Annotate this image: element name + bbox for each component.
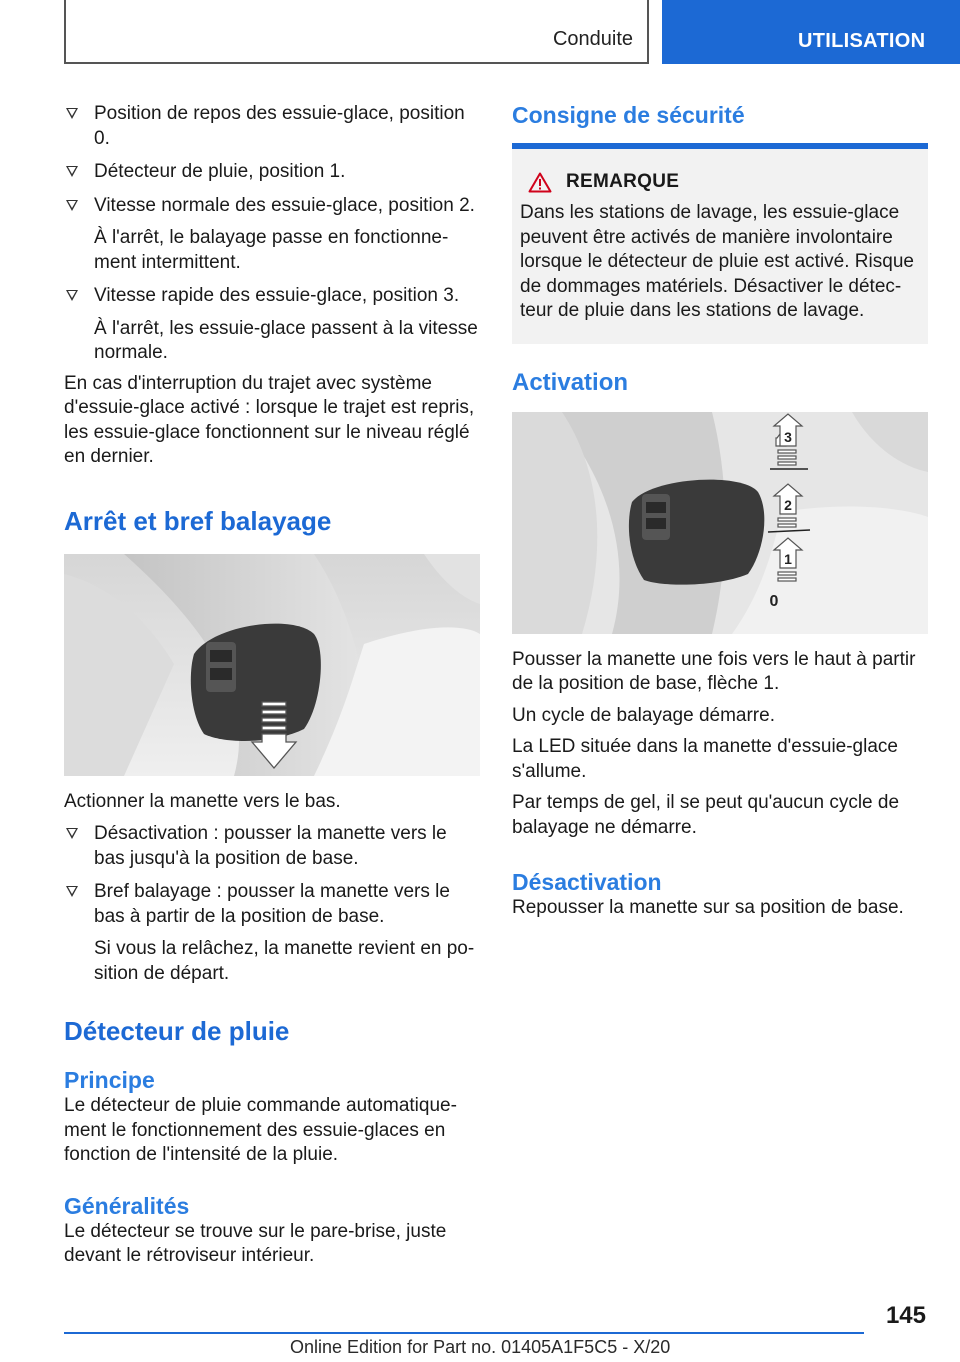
list-item: Vitesse rapide des essuie-glace, position 3. À l'arrêt, les essuie-glace passent à la vitesse normale. <box>64 284 480 366</box>
list-item: Désactivation : pousser la manette vers le bas jusqu'à la position de base. <box>64 822 480 871</box>
list-item: Vitesse normale des essuie-glace, position 2. À l'arrêt, le balayage passe en fonctionne-ment intermittent. <box>64 194 480 276</box>
list-item: Position de repos des essuie-glace, position 0. <box>64 102 480 151</box>
wiper-positions-list <box>64 102 480 366</box>
right-column <box>512 102 928 921</box>
page-number: 145 <box>885 1302 926 1329</box>
activation-paragraph-2: Un cycle de balayage démarre. <box>512 704 775 726</box>
arrow-label-1: 1 <box>784 550 792 567</box>
heading-principe: Principe <box>64 1067 155 1093</box>
activation-paragraph-4: Par temps de gel, il se peut qu'aucun cycle de balayage ne démarre. <box>512 792 900 838</box>
note-text: Dans les stations de lavage, les essuie-glace peuvent être activés de manière involontaire lorsque le détecteur de pluie est activé. Risque de dommages matériels. Désactiver le détec-teur de pluie dans les stations de lavage. <box>520 202 914 321</box>
actionner-paragraph: Actionner la manette vers le bas. <box>64 790 341 812</box>
heading-desactivation: Désactivation <box>512 869 662 895</box>
header-chapter-tab <box>662 0 960 64</box>
heading-arret-bref-balayage: Arrêt et bref balayage <box>64 505 332 536</box>
generalites-paragraph: Le détecteur se trouve sur le pare-brise, juste devant le rétroviseur intérieur. <box>64 1220 447 1266</box>
bullet-triangle-icon <box>66 290 78 301</box>
wiper-lever-down-illustration <box>64 554 480 776</box>
bullet-triangle-icon <box>66 886 78 897</box>
warning-triangle-icon <box>528 172 552 193</box>
desactivation-paragraph: Repousser la manette sur sa position de base. <box>512 897 904 918</box>
bullet-triangle-icon <box>66 200 78 211</box>
activation-paragraph-1: Pousser la manette une fois vers le haut à partir de la position de base, flèche 1. <box>512 648 916 694</box>
heading-consigne-de-securite: Consigne de sécurité <box>512 102 745 128</box>
wiper-lever-up-illustration <box>512 412 928 634</box>
list-item: Bref balayage : pousser la manette vers le bas à partir de la position de base. Si vous la relâchez, la manette revient en po-sition de départ. <box>64 880 480 986</box>
header-section-label: Conduite <box>552 28 633 50</box>
heading-detecteur-de-pluie: Détecteur de pluie <box>64 1016 290 1046</box>
arrow-label-2: 2 <box>784 496 792 513</box>
bullet-triangle-icon <box>66 166 78 177</box>
list-item: Détecteur de pluie, position 1. <box>64 160 480 185</box>
heading-generalites: Généralités <box>64 1192 190 1219</box>
principe-paragraph: Le détecteur de pluie commande automatique-ment le fonctionnement des essuie-glaces en fonction de l'intensité de la pluie. <box>64 1095 457 1165</box>
arret-list <box>64 822 480 986</box>
header-section-tab <box>64 0 649 64</box>
arrow-label-0: 0 <box>769 592 779 610</box>
heading-activation: Activation <box>512 368 629 396</box>
interruption-paragraph: En cas d'interruption du trajet avec système d'essuie-glace activé : lorsque le trajet est repris, les essuie-glace fonctionnent sur le niveau réglé en dernier. <box>64 372 475 467</box>
footer-divider <box>64 1332 864 1334</box>
left-column <box>64 102 480 1269</box>
bullet-triangle-icon <box>66 828 78 839</box>
activation-paragraph-3: La LED située dans la manette d'essuie-glace s'allume. <box>512 736 898 782</box>
header-chapter-label: UTILISATION <box>798 30 926 52</box>
safety-note-box <box>512 149 928 344</box>
arrow-label-3: 3 <box>784 428 792 445</box>
note-header <box>528 171 920 193</box>
note-label: REMARQUE <box>566 171 680 192</box>
footer-edition: Online Edition for Part no. 01405A1F5C5 - X/20 <box>290 1337 671 1357</box>
bullet-triangle-icon <box>66 108 78 119</box>
